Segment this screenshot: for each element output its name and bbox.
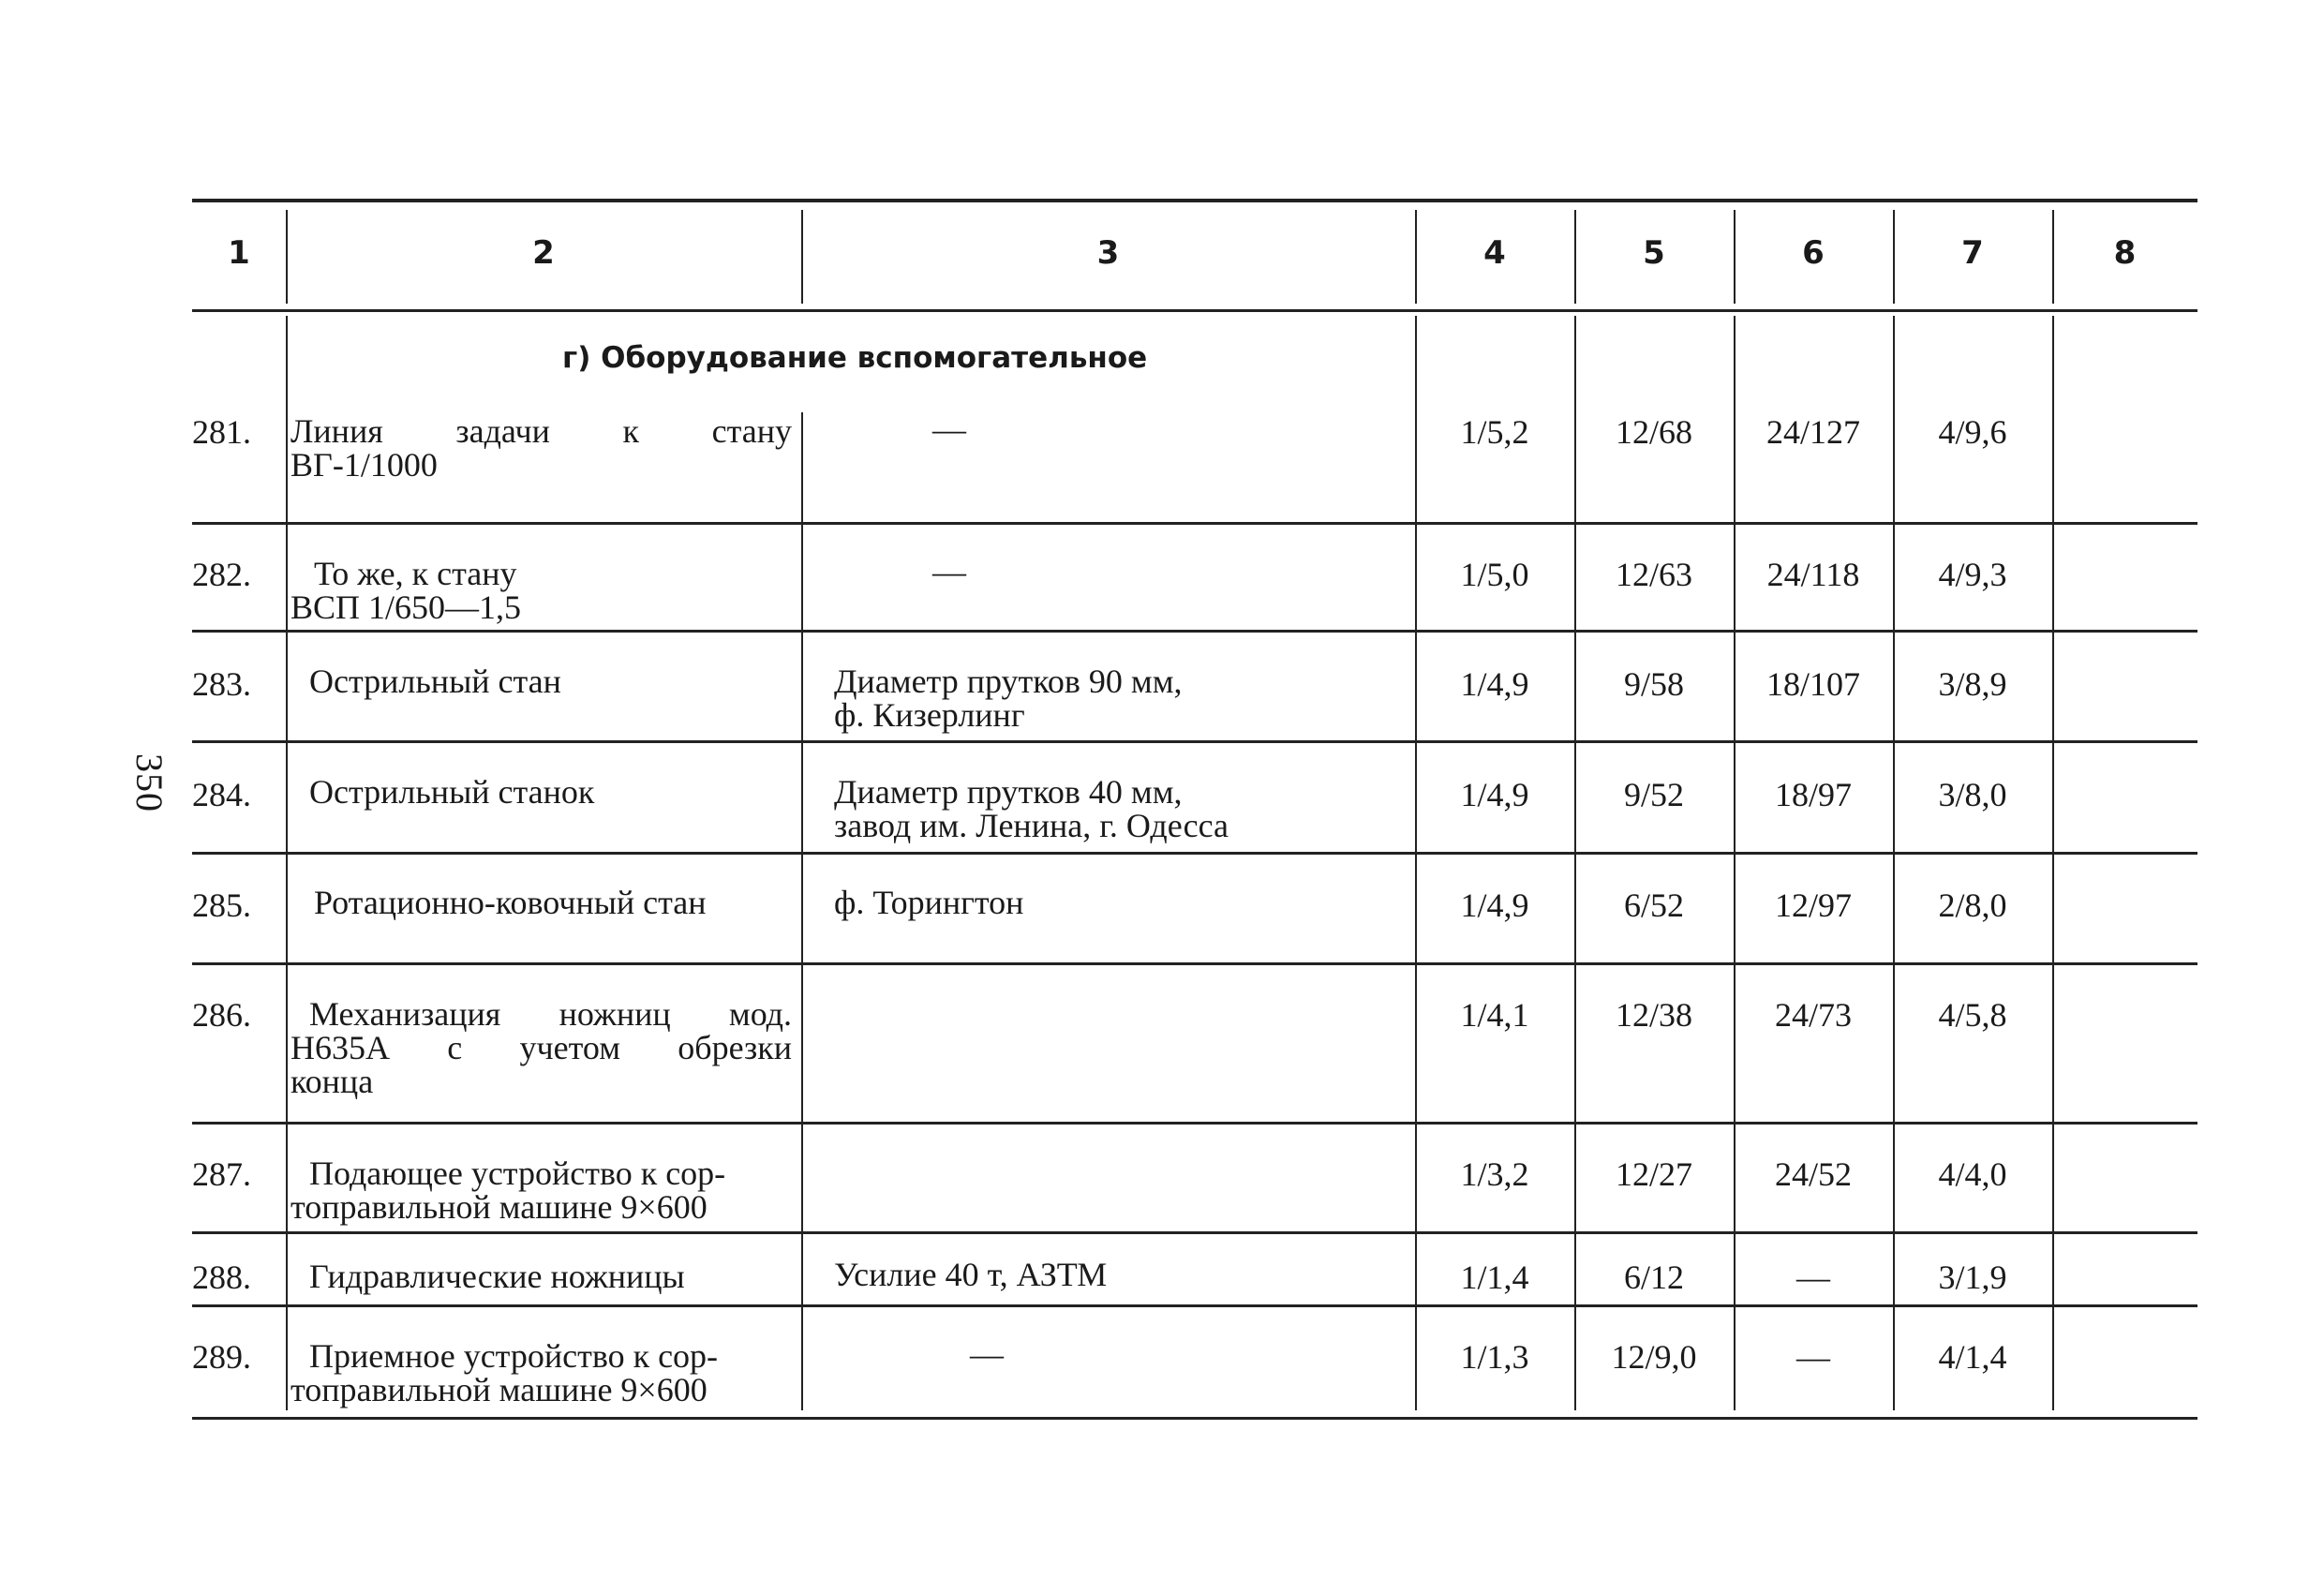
- name-line: Подающее устройство к сор-: [309, 1155, 726, 1192]
- col4-value: 1/4,1: [1460, 996, 1529, 1034]
- row-rule: [192, 630, 2197, 633]
- equipment-note: [932, 412, 1457, 446]
- col6-value: 24/118: [1766, 556, 1860, 593]
- equipment-note: [932, 555, 1457, 588]
- name-line: топравильной машине 9×600: [290, 1371, 708, 1408]
- row-number: 287.: [192, 1155, 251, 1193]
- col5-value: 12/27: [1615, 1155, 1692, 1193]
- table-top-rule: [192, 199, 2197, 202]
- col-divider: [286, 316, 288, 1410]
- name-line: Н635А с учетом обрезки: [290, 1029, 792, 1066]
- equipment-name: [290, 414, 792, 482]
- col4-value: 1/4,9: [1460, 665, 1529, 703]
- name-line: Ротационно-ковочный стан: [314, 884, 707, 921]
- row-number: 285.: [192, 886, 251, 924]
- name-line: ВГ-1/1000: [290, 446, 438, 484]
- col-divider: [1734, 316, 1736, 1410]
- col7-value: 3/8,9: [1938, 665, 2007, 703]
- note-line: Диаметр прутков 40 мм,: [834, 773, 1183, 811]
- equipment-note: [834, 775, 1359, 842]
- row-number: 288.: [192, 1259, 251, 1296]
- col7-value: 2/8,0: [1938, 886, 2007, 924]
- col7-value: 4/1,4: [1938, 1338, 2007, 1376]
- col6-value: 18/107: [1765, 665, 1860, 703]
- col-divider: [1415, 316, 1417, 1410]
- note-line: —: [932, 553, 966, 590]
- name-line: конца: [290, 1063, 374, 1100]
- col6-value: 18/97: [1774, 776, 1852, 813]
- col7-value: 3/8,0: [1938, 776, 2007, 813]
- col-divider: [1574, 316, 1576, 1410]
- equipment-note: [834, 1258, 1359, 1291]
- col-divider: [2052, 316, 2054, 1410]
- col6-value: 24/52: [1774, 1155, 1852, 1193]
- name-line: Линия задачи к стану: [290, 412, 792, 450]
- col6-value: 12/97: [1774, 886, 1852, 924]
- col4-value: 1/4,9: [1460, 886, 1529, 924]
- equipment-name: [290, 1339, 792, 1407]
- equipment-name: [290, 886, 792, 919]
- row-rule: [192, 1304, 2197, 1307]
- row-rule: [192, 1231, 2197, 1234]
- col5-value: 12/38: [1615, 996, 1692, 1034]
- equipment-name: [290, 775, 792, 809]
- col4-value: 1/4,9: [1460, 776, 1529, 813]
- equipment-name: [290, 1259, 792, 1293]
- note-line: ф. Кизерлинг: [834, 696, 1025, 734]
- equipment-note: [834, 886, 1359, 919]
- column-header: 8: [2113, 234, 2137, 272]
- equipment-name: [290, 664, 792, 698]
- note-line: Диаметр прутков 90 мм,: [834, 663, 1183, 700]
- col7-value: 4/4,0: [1938, 1155, 2007, 1193]
- name-line: Приемное устройство к сор-: [309, 1337, 719, 1375]
- page-number: 350: [128, 753, 171, 812]
- name-line: Острильный стан: [309, 663, 561, 700]
- row-number: 281.: [192, 413, 251, 451]
- equipment-note: [834, 664, 1359, 732]
- header-bottom-rule: [192, 309, 2197, 312]
- col6-value: —: [1796, 1338, 1830, 1376]
- column-header: 5: [1643, 234, 1665, 272]
- col6-value: 24/127: [1765, 413, 1860, 451]
- col5-value: 6/12: [1623, 1259, 1684, 1296]
- col7-value: 4/9,3: [1938, 556, 2007, 593]
- section-title: г) Оборудование вспомогательное: [562, 341, 1148, 375]
- note-line: Усилие 40 т, АЗТМ: [834, 1256, 1108, 1293]
- col-divider: [801, 412, 803, 1410]
- col6-value: —: [1796, 1259, 1830, 1296]
- equipment-name: [290, 1156, 792, 1224]
- col5-value: 9/58: [1623, 665, 1684, 703]
- column-header: 7: [1961, 234, 1984, 272]
- column-header: 4: [1483, 234, 1506, 272]
- name-line: топравильной машине 9×600: [290, 1188, 708, 1226]
- row-rule: [192, 962, 2197, 965]
- col4-value: 1/5,2: [1460, 413, 1529, 451]
- column-header: 2: [532, 234, 555, 272]
- row-rule: [192, 852, 2197, 855]
- col5-value: 12/63: [1615, 556, 1692, 593]
- col5-value: 6/52: [1623, 886, 1684, 924]
- row-rule: [192, 522, 2197, 525]
- row-number: 282.: [192, 556, 251, 593]
- column-header: 1: [228, 234, 250, 272]
- col4-value: 1/1,4: [1460, 1259, 1529, 1296]
- col4-value: 1/1,3: [1460, 1338, 1529, 1376]
- table-bottom-rule: [192, 1417, 2197, 1420]
- row-number: 289.: [192, 1338, 251, 1376]
- row-number: 284.: [192, 776, 251, 813]
- col6-value: 24/73: [1774, 996, 1852, 1034]
- col7-value: 4/5,8: [1938, 996, 2007, 1034]
- col5-value: 9/52: [1623, 776, 1684, 813]
- row-rule: [192, 740, 2197, 743]
- name-line: ВСП 1/650—1,5: [290, 588, 522, 626]
- equipment-name: [290, 557, 792, 624]
- note-line: ф. Торингтон: [834, 884, 1024, 921]
- col-divider: [1893, 316, 1895, 1410]
- note-line: завод им. Ленина, г. Одесса: [834, 807, 1229, 844]
- col5-value: 12/68: [1615, 413, 1692, 451]
- col7-value: 4/9,6: [1938, 413, 2007, 451]
- row-rule: [192, 1122, 2197, 1125]
- col5-value: 12/9,0: [1611, 1338, 1697, 1376]
- name-line: То же, к стану: [314, 555, 517, 592]
- row-number: 286.: [192, 996, 251, 1034]
- name-line: Механизация ножниц мод.: [309, 995, 792, 1033]
- column-header: 6: [1802, 234, 1825, 272]
- equipment-name: [290, 997, 792, 1098]
- col7-value: 3/1,9: [1938, 1259, 2007, 1296]
- col4-value: 1/3,2: [1460, 1155, 1529, 1193]
- note-line: —: [932, 410, 966, 448]
- note-line: —: [970, 1335, 1004, 1373]
- column-header: 3: [1096, 234, 1120, 272]
- row-number: 283.: [192, 665, 251, 703]
- col4-value: 1/5,0: [1460, 556, 1529, 593]
- name-line: Острильный станок: [309, 773, 595, 811]
- name-line: Гидравлические ножницы: [309, 1258, 685, 1295]
